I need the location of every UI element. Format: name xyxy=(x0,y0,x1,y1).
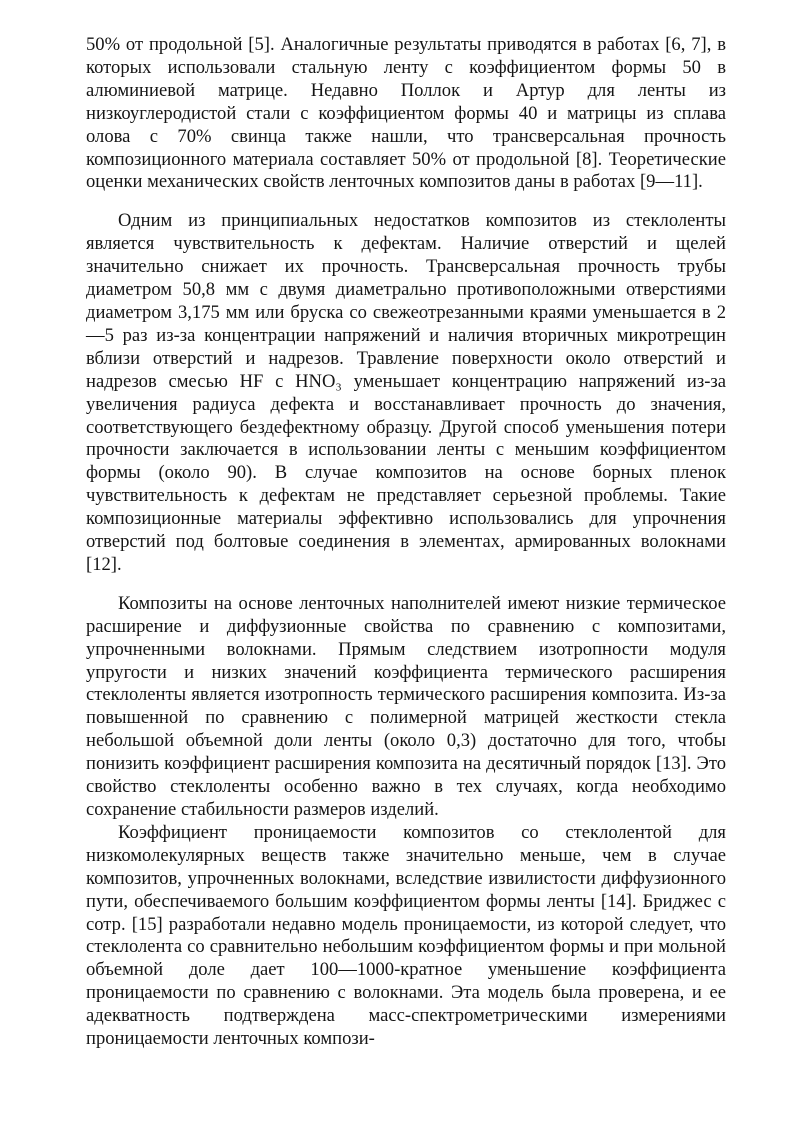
paragraph-3: Композиты на основе ленточных наполнителей имеют низкие термическое расширение и диффузионные свойства по сравнению с композитами, упрочненными волокнами. Прямым следствием изотропности модуля упругости и низких значений коэффициента термического расширения стеклоленты является изотропность термического расширения композита. Из-за повышенной по сравнению с полимерной матрицей жесткости стекла небольшой объемной доли ленты (около 0,3) достаточно для того, чтобы понизить коэффициент расширения композита на десятичный порядок [13]. Это свойство стеклоленты особенно важно в тех случаях, когда необходимо сохранение стабильности размеров изделий. xyxy=(86,592,726,820)
document-page xyxy=(86,34,726,1114)
paragraph-4: Коэффициент проницаемости композитов со стеклолентой для низкомолекулярных веществ также значительно меньше, чем в случае композитов, упрочненных волокнами, вследствие извилистости диффузионного пути, обеспечиваемого большим коэффициентом формы ленты [14]. Бриджес с сотр. [15] разработали недавно модель проницаемости, из которой следует, что стеклолента со сравнительно небольшим коэффициентом формы и при мольной объемной доле дает 100—1000-кратное уменьшение коэффициента проницаемости по сравнению с волокнами. Эта модель была проверена, и ее адекватность подтверждена масс-спектрометрическими измерениями проницаемости ленточных компози- xyxy=(86,821,726,1050)
paragraph-gap xyxy=(86,194,726,210)
paragraph-1: 50% от продольной [5]. Аналогичные результаты приводятся в работах [6, 7], в которых использовали стальную ленту с коэффициентом формы 50 в алюминиевой матрице. Недавно Поллок и Артур для ленты из низкоуглеродистой стали с коэффициентом формы 40 и матрицы из сплава олова с 70% свинца также нашли, что трансверсальная прочность композиционного материала составляет 50% от продольной [8]. Теоретические оценки механических свойств ленточных композитов даны в работах [9—11]. xyxy=(86,34,726,193)
paragraph-2: Одним из принципиальных недостатков композитов из стеклоленты является чувствительность к дефектам. Наличие отверстий и щелей значительно снижает их прочность. Трансверсальная прочность трубы диаметром 50,8 мм с двумя диаметрально противоположными отверстиями диаметром 3,175 мм или бруска со свежеотрезанными краями уменьшается в 2—5 раз из-за концентрации напряжений и наличия вторичных микротрещин вблизи отверстий и надрезов. Травление поверхности около отверстий и надрезов смесью HF с HNO₃ уменьшает концентрацию напряжений из-за увеличения радиуса дефекта и восстанавливает прочность до значения, соответствующего бездефектному образцу. Другой способ уменьшения потери прочности заключается в использовании ленты с меньшим коэффициентом формы (около 90). В случае композитов на основе борных пленок чувствительность к дефектам не представляет серьезной проблемы. Такие композиционные материалы эффективно использовались для упрочнения отверстий под болтовые соединения в элементах, армированных волокнами [12]. xyxy=(86,210,726,575)
paragraph-gap xyxy=(86,577,726,593)
